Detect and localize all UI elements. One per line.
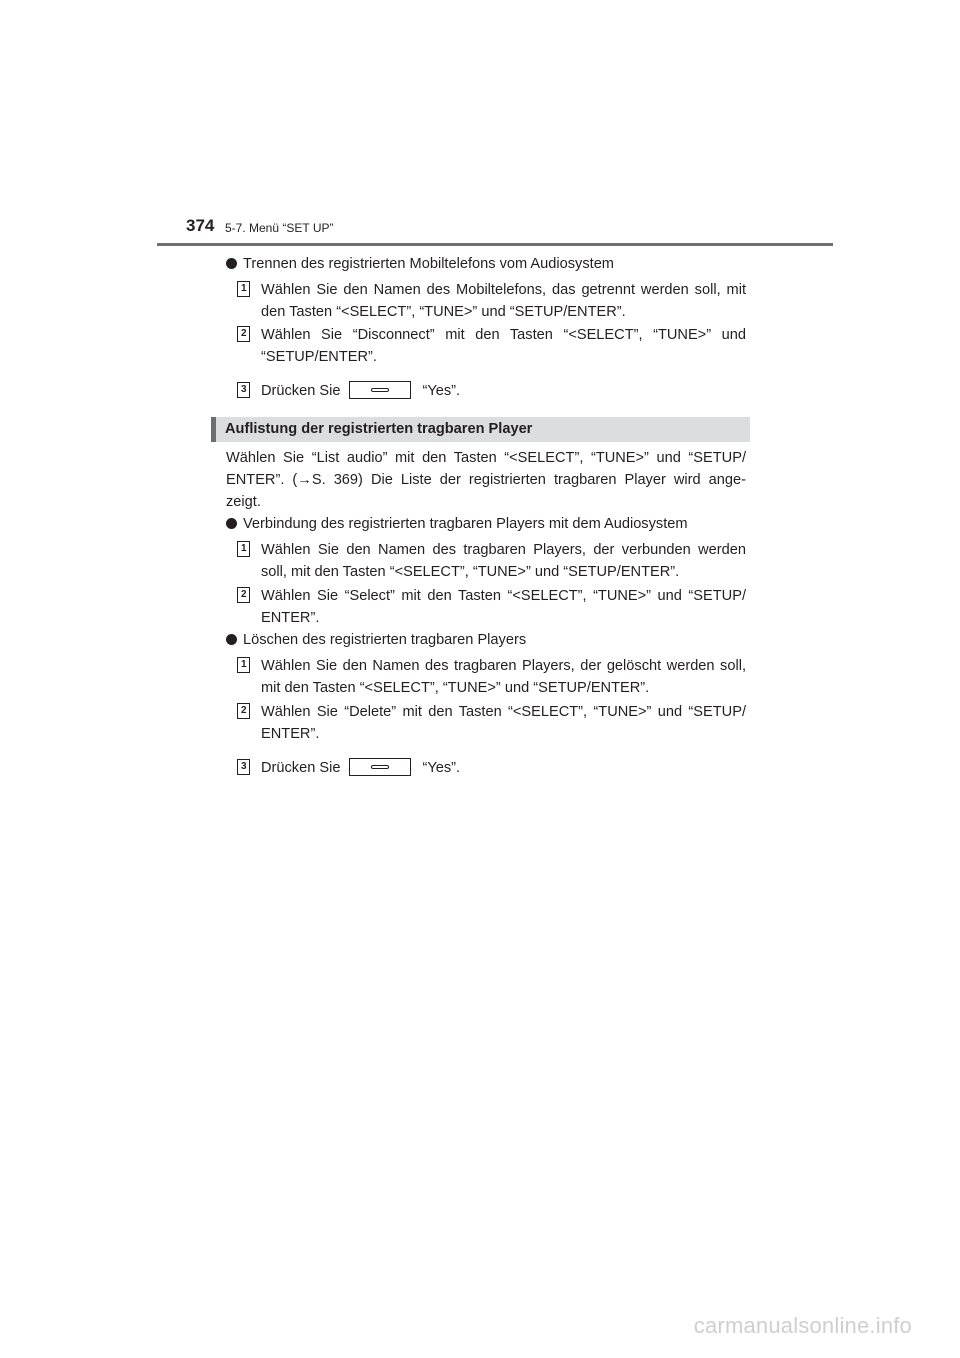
bullet-dot-icon: [226, 518, 237, 529]
step-number-2-icon: 2: [237, 587, 250, 603]
step-item: [237, 324, 746, 368]
step-number-3-icon: 3: [237, 382, 250, 398]
step-number-1-icon: 1: [237, 541, 250, 557]
step-number-2-icon: 2: [237, 703, 250, 719]
heading-bar: [211, 417, 216, 442]
step-text: Wählen Sie “Delete” mit den Tasten “<SELECT”, “TUNE>” und “SETUP/ ENTER”.: [261, 704, 746, 742]
step-text: [261, 380, 746, 402]
bullet-dot-icon: [226, 258, 237, 269]
step-text: Wählen Sie den Namen des Mobiltelefons, das getrennt werden soll, mit den Tasten “<SELECT”, “TUNE>” und “SETUP/ENTER”.: [261, 282, 746, 320]
step-item: [237, 380, 746, 402]
bullet-text: Löschen des registrierten tragbaren Players: [243, 632, 527, 648]
step-item: [237, 701, 746, 745]
step-number-1-icon: 1: [237, 657, 250, 673]
key-mark-icon: [371, 388, 389, 392]
step-item: [237, 655, 746, 699]
key-mark-icon: [371, 765, 389, 769]
step-number-3-icon: 3: [237, 759, 250, 775]
bullet-connect: [226, 513, 688, 535]
step-item: [237, 539, 746, 583]
step-text: [261, 757, 746, 779]
step-text: Wählen Sie “Select” mit den Tasten “<SELECT”, “TUNE>” und “SETUP/ ENTER”.: [261, 588, 746, 626]
step-item: [237, 585, 746, 629]
touch-key-icon: [349, 381, 411, 399]
step-item: [237, 279, 746, 323]
watermark: carmanualsonline.info: [693, 1313, 912, 1338]
section-heading-text: Auflistung der registrierten tragbaren Player: [225, 421, 533, 437]
paragraph-line: zeigt.: [226, 494, 261, 510]
step-text: Wählen Sie den Namen des tragbaren Players, der verbunden werden soll, mit den Tasten “<SELECT”, “TUNE>” und “SETUP/ENTER”.: [261, 542, 746, 580]
header-rule: [157, 243, 833, 246]
bullet-disconnect: [226, 253, 614, 275]
bullet-text: Trennen des registrierten Mobiltelefons vom Audiosystem: [243, 256, 614, 272]
step-text-before: Drücken Sie: [261, 760, 341, 776]
section-heading: [211, 417, 750, 442]
page-number: 374: [186, 216, 215, 235]
step-text-after: “Yes”.: [422, 760, 461, 776]
touch-key-icon: [349, 758, 411, 776]
paragraph-line: Wählen Sie “List audio” mit den Tasten “<SELECT”, “TUNE>” und “SETUP/: [226, 450, 746, 466]
step-text: Wählen Sie “Disconnect” mit den Tasten “<SELECT”, “TUNE>” und “SETUP/ENTER”.: [261, 327, 746, 365]
bullet-delete: [226, 629, 526, 651]
step-item: [237, 757, 746, 779]
bullet-dot-icon: [226, 634, 237, 645]
step-text-after: “Yes”.: [422, 383, 461, 399]
paragraph-line: ENTER”. (→S. 369) Die Liste der registrierten tragbaren Player wird ange-: [226, 472, 746, 488]
step-number-2-icon: 2: [237, 326, 250, 342]
step-text-before: Drücken Sie: [261, 383, 341, 399]
running-head: 5-7. Menü “SET UP”: [225, 221, 334, 235]
step-text: Wählen Sie den Namen des tragbaren Players, der gelöscht werden soll, mit den Tasten “<SELECT”, “TUNE>” und “SETUP/ENTER”.: [261, 658, 746, 696]
step-number-1-icon: 1: [237, 281, 250, 297]
bullet-text: Verbindung des registrierten tragbaren Players mit dem Audiosystem: [243, 516, 688, 532]
intro-paragraph: [226, 447, 746, 513]
